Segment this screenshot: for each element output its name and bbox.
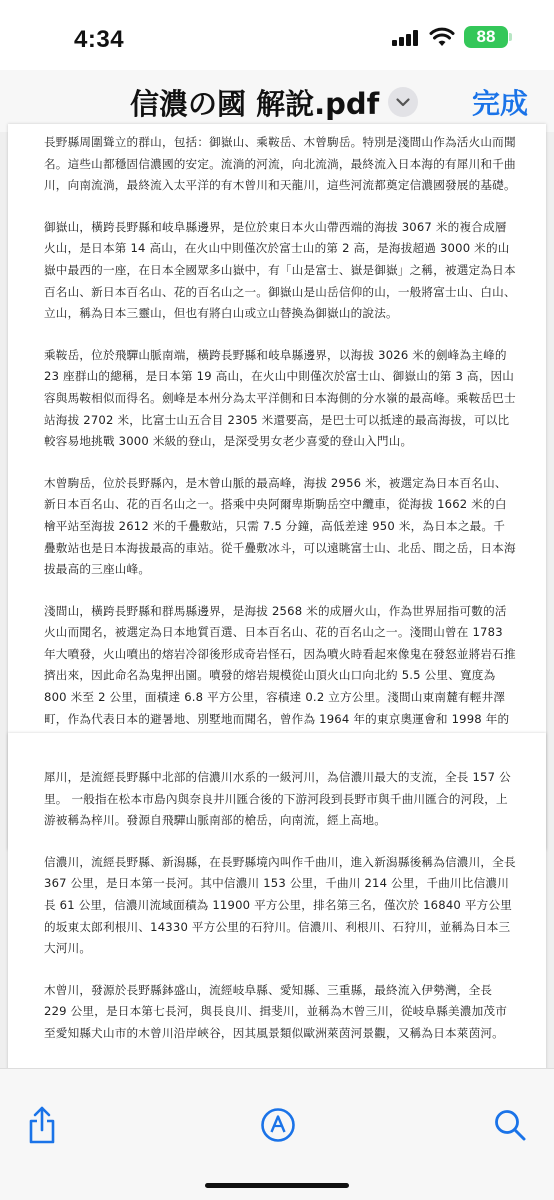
- bottom-toolbar: [0, 1068, 554, 1200]
- paragraph: 木曾駒岳，位於長野縣內，是木曾山脈的最高峰，海拔 2956 米，被選定為日本百名山、新日本百名山、花的百名山之一。搭乘中央阿爾卑斯駒岳空中纜車，從海拔 1662 米的白檜平站至海拔 2612 米的千疊敷站，只需 7.5 分鐘，高低差達 950 米，為日本之最。千疊敷站也是日本海拔最高的車站。從千疊敷冰斗，可以遠眺富士山、北岳、間之岳，日本海拔最高的三座山峰。: [44, 475, 516, 577]
- battery-tip: [509, 33, 512, 41]
- status-bar: [0, 0, 554, 70]
- pdf-page-2: [8, 733, 546, 1093]
- search-button[interactable]: [490, 1103, 530, 1147]
- share-icon: [27, 1106, 57, 1144]
- paragraph: 淺間山，橫跨長野縣和群馬縣邊界，是海拔 2568 米的成層火山，作為世界屈指可數的活火山而聞名，被選定為日本地質百選、日本百名山、花的百名山之一。淺間山曾在 1783 年大噴發，火山噴出的熔岩冷卻後形成奇岩怪石，因為噴火時看起來像鬼在發怒並將岩石推擠出來，因此命名為鬼押出園。噴發的熔岩規模從山頂火山口向北約 5.5 公里、寬度為 800 米至 2 公里，面積達 6.8 平方公里，容積達 0.2 立方公里。淺間山東南麓有輕井澤町，作為代表日本的避暑地、別墅地而聞名，曾作為 1964 年的東京奧運會和 1998 年的: [44, 603, 516, 726]
- share-button[interactable]: [22, 1103, 62, 1147]
- status-time: 4:34: [74, 26, 125, 53]
- chevron-down-icon[interactable]: [388, 87, 418, 117]
- paragraph: 御嶽山，橫跨長野縣和岐阜縣邊界，是位於東日本火山帶西端的海拔 3067 米的複合成層火山，是日本第 14 高山，在火山中則僅次於富士山的第 2 高，是海拔超過 3000 米的山嶽中最西的一座，在日本全國眾多山嶽中，有「山是富士、嶽是御嶽」之稱，被選定為日本百名山、新日本百名山、花的百名山之一。御嶽山是山岳信仰的山，一般將富士山、白山、立山，稱為日本三靈山，但也有將白山或立山替換為御嶽山的說法。: [44, 219, 516, 321]
- wifi-icon: [430, 27, 454, 47]
- markup-icon: [260, 1107, 296, 1143]
- battery-indicator: 88: [464, 26, 508, 48]
- paragraph: 木曾川，發源於長野縣鉢盛山，流經岐阜縣、愛知縣、三重縣，最終流入伊勢灣，全長 229 公里，是日本第七長河，與長良川、揖斐川，並稱為木曾三川，從岐阜縣美濃加茂市至愛知縣犬山市的木曾川沿岸峽谷，因其風景類似歐洲萊茵河景觀，又稱為日本萊茵河。: [44, 982, 507, 1040]
- search-icon: [493, 1108, 527, 1142]
- nav-bar: [0, 70, 554, 132]
- pdf-viewer[interactable]: [0, 132, 554, 1068]
- markup-button[interactable]: [258, 1103, 298, 1147]
- home-indicator: [205, 1183, 349, 1188]
- cellular-signal-icon: [392, 30, 418, 46]
- paragraph: 信濃川，流經長野縣、新潟縣，在長野縣境內叫作千曲川，進入新潟縣後稱為信濃川，全長 367 公里，是日本第一長河。其中信濃川 153 公里，千曲川 214 公里，千曲川比信濃川長 61 公里，信濃川流域面積為 11900 平方公里，排名第三名，僅次於 16840 平方公里的坂東太郎利根川、14330 平方公里的石狩川。信濃川、利根川、石狩川，並稱為日本三大河川。: [44, 854, 516, 956]
- paragraph: 乘鞍岳，位於飛驒山脈南端，橫跨長野縣和岐阜縣邊界，以海拔 3026 米的劍峰為主峰的 23 座群山的總稱，是日本第 19 高山，在火山中則僅次於富士山、御嶽山的第 3 高，因山容與馬鞍相似而得名。劍峰是本州分為太平洋側和日本海側的分水嶺的最高峰。乘鞍岳巴士站海拔 2702 米，比富士山五合目 2305 米還要高，是巴士可以抵達的最高海拔，可以比較容易地挑戰 3000 米級的登山，是深受男女老少喜愛的登山入門山。: [44, 347, 516, 449]
- document-title[interactable]: 信濃の國 解說.pdf: [130, 87, 380, 121]
- done-button[interactable]: 完成: [472, 87, 529, 120]
- paragraph: 長野縣周圍聳立的群山，包括：御嶽山、乘鞍岳、木曾駒岳。特別是淺間山作為活火山而聞名。這些山都穩固信濃國的安定。流淌的河流，向北流淌，最終流入日本海的有犀川和千曲川，向南流淌，最終流入太平洋的有木曾川和天龍川，這些河流都奠定信濃國發展的基礎。: [44, 135, 516, 193]
- paragraph: 犀川，是流經長野縣中北部的信濃川水系的一級河川，為信濃川最大的支流，全長 157 公里。 一般指在松本市島內與奈良井川匯合後的下游河段到長野市與千曲川匯合的河段，上游被稱為梓川。發源自飛驒山脈南部的槍岳，向南流，經上高地。: [44, 770, 511, 828]
